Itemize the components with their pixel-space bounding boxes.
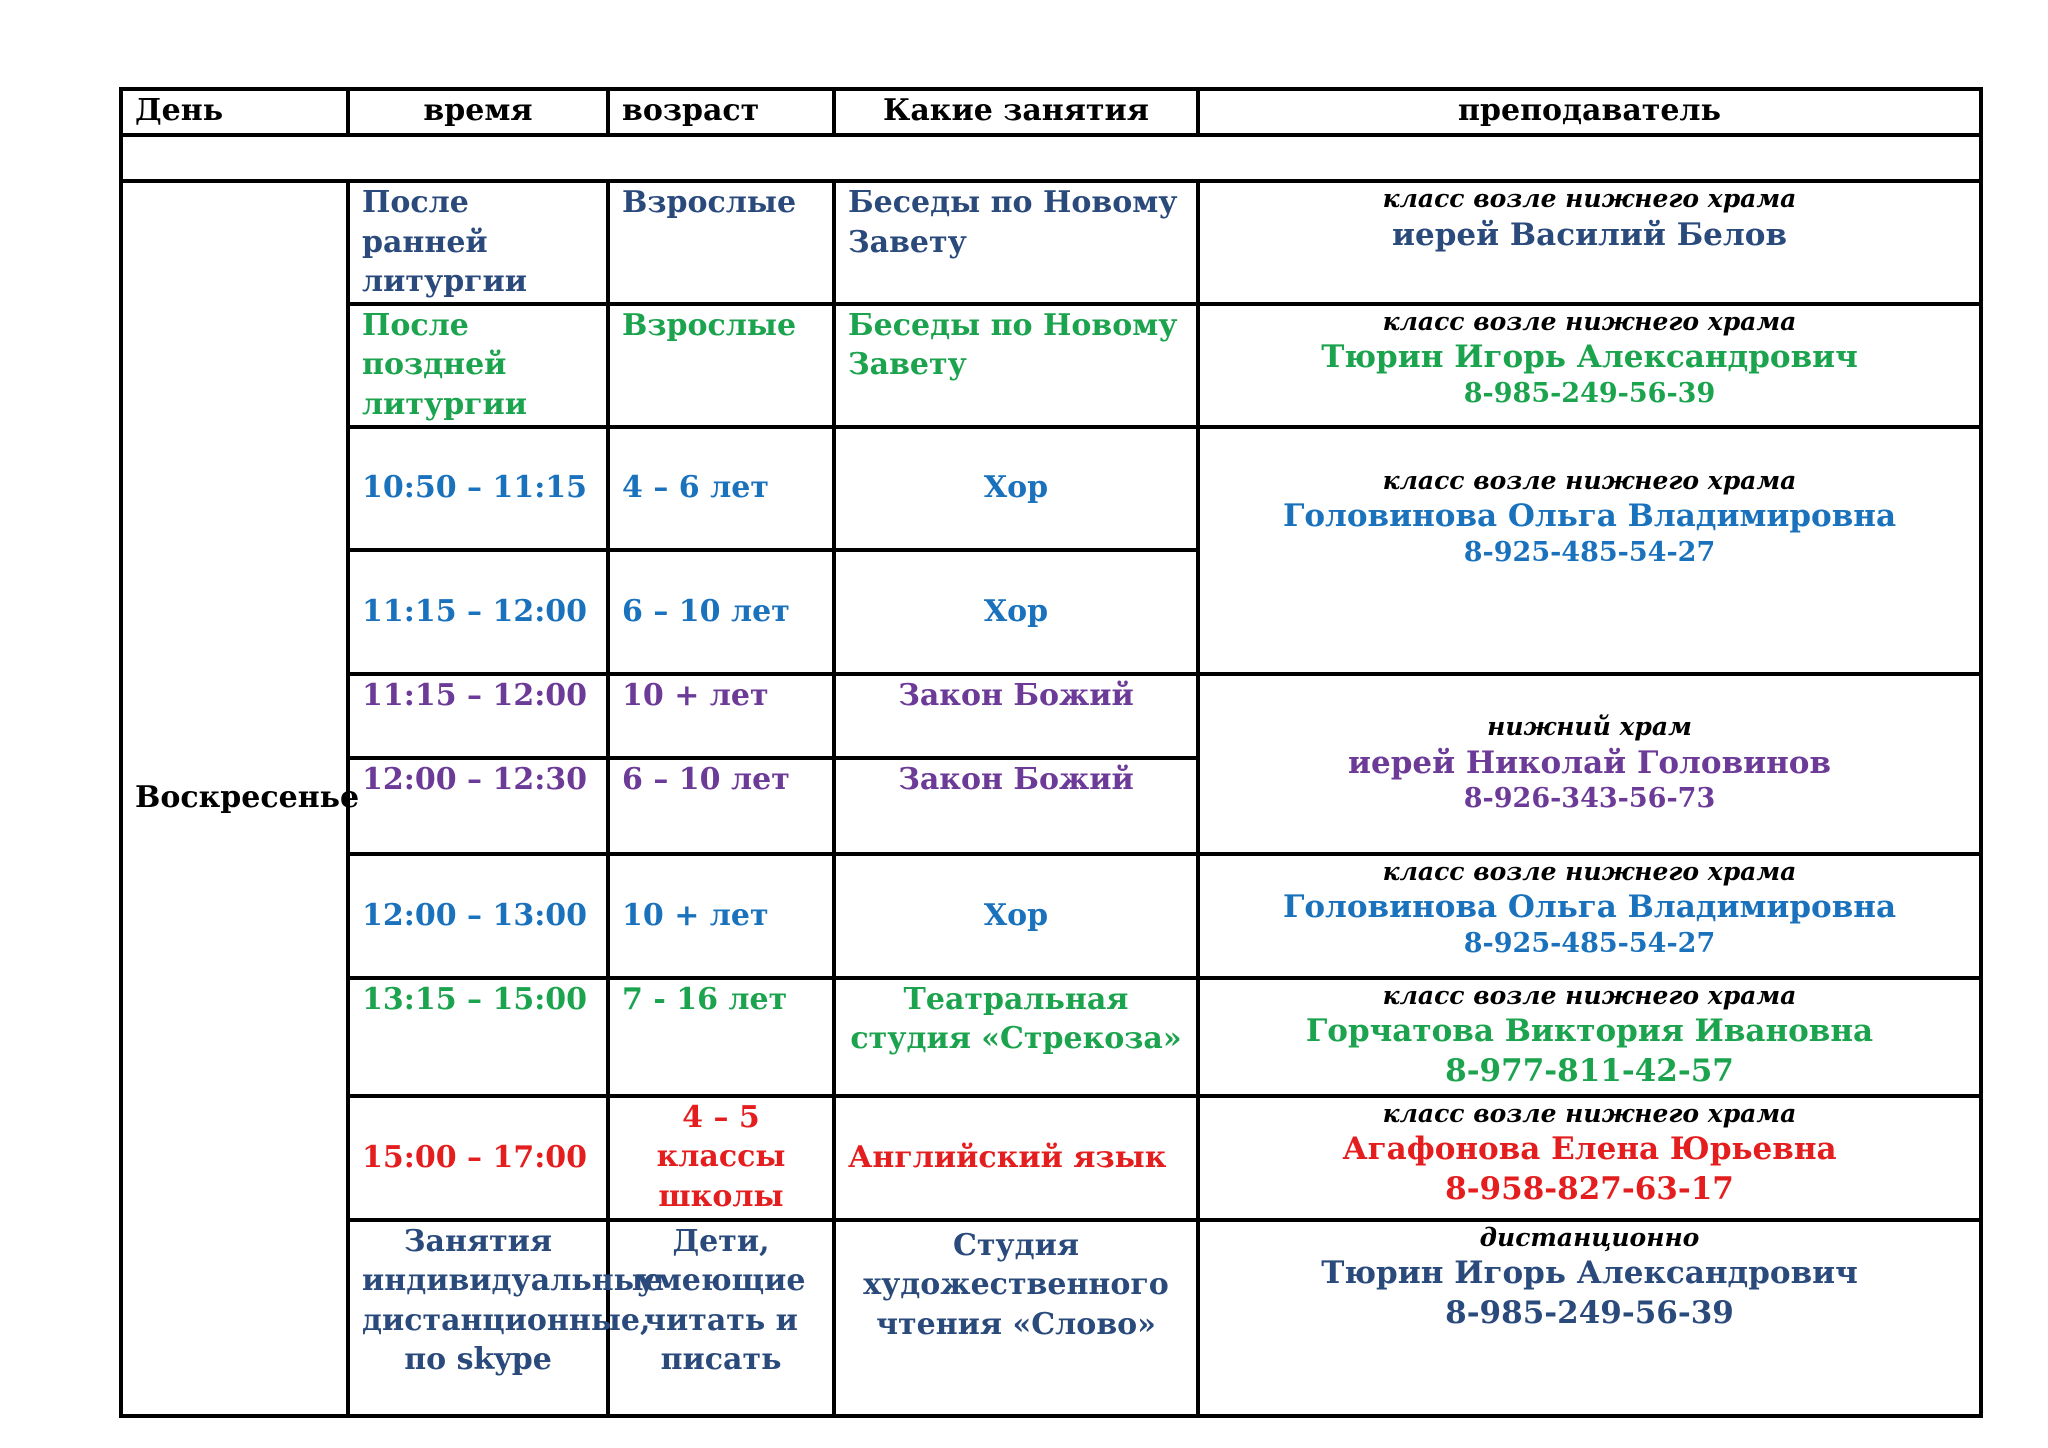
time-cell: После ранней литургии — [348, 181, 608, 304]
empty-row — [121, 135, 1981, 181]
teacher-cell — [1198, 1220, 1981, 1416]
time-cell: 15:00 – 17:00 — [348, 1096, 608, 1220]
place-label: класс возле нижнего храма — [1382, 856, 1797, 886]
place-label: класс возле нижнего храма — [1382, 184, 1797, 213]
age-cell: 4 – 5 классы школы — [608, 1096, 834, 1220]
time-cell: 11:15 – 12:00 — [348, 674, 608, 758]
teacher-cell — [1198, 978, 1981, 1096]
teacher-name: иерей Николай Головинов — [1347, 744, 1832, 781]
place-label: дистанционно — [1479, 1222, 1700, 1252]
time-cell: Занятия индивидуальные дистанционные, по skype — [348, 1220, 608, 1416]
place-label: класс возле нижнего храма — [1382, 980, 1797, 1010]
table-row — [121, 1096, 1981, 1220]
time-cell: 10:50 – 11:15 — [348, 427, 608, 550]
table-row — [121, 854, 1981, 978]
time-cell: 13:15 – 15:00 — [348, 978, 608, 1096]
time-cell: После поздней литургии — [348, 304, 608, 427]
lesson-cell: Закон Божий — [834, 758, 1198, 854]
teacher-name: Агафонова Елена Юрьевна — [1342, 1131, 1837, 1168]
age-cell: 10 + лет — [608, 854, 834, 978]
teacher-name: Головинова Ольга Владимировна — [1282, 889, 1897, 926]
teacher-phone: 8-985-249-56-39 — [1445, 1294, 1734, 1331]
day-cell: Воскресенье — [121, 181, 348, 1416]
teacher-cell — [1198, 427, 1981, 674]
place-label: класс возле нижнего храма — [1382, 1098, 1797, 1128]
teacher-cell — [1198, 854, 1981, 978]
header-time: время — [348, 89, 608, 135]
lesson-cell: Беседы по Новому Завету — [834, 304, 1198, 427]
header-teacher: преподаватель — [1198, 89, 1981, 135]
teacher-phone: 8-958-827-63-17 — [1445, 1170, 1734, 1207]
teacher-cell — [1198, 1096, 1981, 1220]
lesson-cell: Хор — [834, 550, 1198, 674]
teacher-phone: 8-926-343-56-73 — [1463, 783, 1716, 815]
table-row — [121, 304, 1981, 427]
age-cell: Взрослые — [608, 304, 834, 427]
teacher-cell — [1198, 674, 1981, 854]
age-cell: Взрослые — [608, 181, 834, 304]
teacher-phone: 8-977-811-42-57 — [1445, 1052, 1734, 1089]
table-row — [121, 978, 1981, 1096]
teacher-cell — [1198, 181, 1981, 304]
lesson-cell: Закон Божий — [834, 674, 1198, 758]
header-lessons: Какие занятия — [834, 89, 1198, 135]
lesson-cell: Английский язык — [834, 1096, 1198, 1220]
lesson-cell: Беседы по Новому Завету — [834, 181, 1198, 304]
table-row — [121, 1220, 1981, 1416]
header-row — [121, 89, 1981, 135]
age-cell: 10 + лет — [608, 674, 834, 758]
table-row — [121, 674, 1981, 758]
lesson-cell: Театральная студия «Стрекоза» — [834, 978, 1198, 1096]
age-cell: Дети, умеющие читать и писать — [608, 1220, 834, 1416]
teacher-phone: 8-985-249-56-39 — [1463, 378, 1716, 410]
age-cell: 6 – 10 лет — [608, 758, 834, 854]
table-row — [121, 427, 1981, 550]
header-day: День — [121, 89, 348, 135]
table-row — [121, 181, 1981, 304]
lesson-cell: Хор — [834, 427, 1198, 550]
age-cell: 6 – 10 лет — [608, 550, 834, 674]
age-cell: 4 – 6 лет — [608, 427, 834, 550]
age-cell: 7 - 16 лет — [608, 978, 834, 1096]
teacher-name: Горчатова Виктория Ивановна — [1305, 1013, 1874, 1050]
teacher-phone: 8-925-485-54-27 — [1463, 927, 1716, 959]
lesson-cell: Хор — [834, 854, 1198, 978]
teacher-name: Головинова Ольга Владимировна — [1282, 498, 1897, 535]
teacher-name: Тюрин Игорь Александрович — [1321, 339, 1858, 376]
teacher-phone: 8-925-485-54-27 — [1463, 536, 1716, 568]
place-label: класс возле нижнего храма — [1382, 465, 1797, 495]
schedule-table — [119, 87, 1983, 1418]
time-cell: 11:15 – 12:00 — [348, 550, 608, 674]
header-age: возраст — [608, 89, 834, 135]
teacher-cell — [1198, 304, 1981, 427]
time-cell: 12:00 – 12:30 — [348, 758, 608, 854]
empty-cell — [121, 135, 1981, 181]
teacher-name: иерей Василий Белов — [1392, 216, 1787, 253]
teacher-name: Тюрин Игорь Александрович — [1321, 1255, 1858, 1292]
lesson-cell: Студия художественного чтения «Слово» — [834, 1220, 1198, 1416]
time-cell: 12:00 – 13:00 — [348, 854, 608, 978]
place-label: нижний храм — [1487, 712, 1692, 742]
place-label: класс возле нижнего храма — [1382, 306, 1797, 336]
